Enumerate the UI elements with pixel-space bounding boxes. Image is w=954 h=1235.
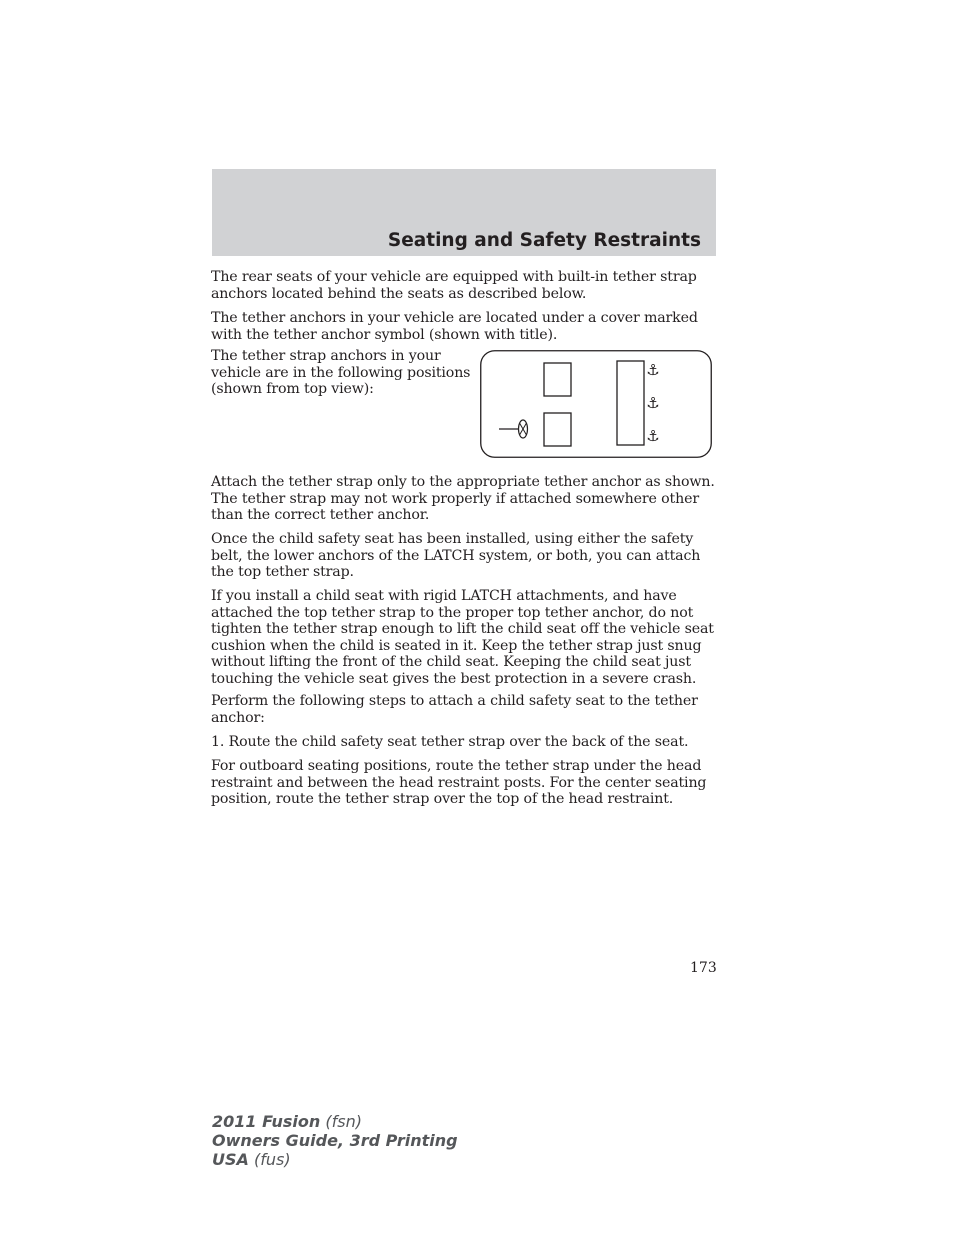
vehicle-outline [481, 351, 712, 458]
footer-model: 2011 Fusion [212, 1112, 321, 1131]
paragraph-built-in-anchors: The rear seats of your vehicle are equipped with built-in tether strap anchors located behind the seats as described below. [211, 269, 697, 302]
paragraph-anchor-cover: The tether anchors in your vehicle are located under a cover marked with the tether anchor symbol (shown with title). [211, 310, 698, 343]
footer-publication-info [212, 1112, 458, 1169]
front-passenger-seat [544, 363, 571, 396]
paragraph-rigid-latch: If you install a child seat with rigid LATCH attachments, and have attached the top tether strap to the proper top tether anchor, do not tighten the tether strap enough to lift the child seat off the vehicle seat cushion when the child is seated in it. Keep the tether strap just snug without lifting the front of the child seat. Keeping the child seat just touching the vehicle seat gives the best protection in a severe crash. [211, 588, 714, 687]
footer-market-code: (fus) [248, 1150, 291, 1169]
section-title: Seating and Safety Restraints [387, 230, 701, 251]
paragraph-perform-steps: Perform the following steps to attach a child safety seat to the tether anchor: [211, 693, 698, 726]
paragraph-once-installed: Once the child safety seat has been installed, using either the safety belt, the lower anchors of the LATCH system, or both, you can attach the top tether strap. [211, 531, 701, 580]
rear-bench-seat [617, 361, 644, 445]
footer-market: USA [212, 1150, 249, 1169]
anchor-icon: ⚓ [646, 394, 660, 412]
anchor-icon: ⚓ [646, 361, 660, 379]
steering-wheel-icon [499, 420, 528, 438]
paragraph-outboard-center: For outboard seating positions, route the tether strap under the head restraint and between the head restraint posts. For the center seating position, route the tether strap over the top of the head restraint. [211, 758, 707, 807]
driver-seat [544, 413, 571, 446]
footer-guide-edition: Owners Guide, 3rd Printing [212, 1131, 458, 1150]
paragraph-attach-correct-anchor: Attach the tether strap only to the appropriate tether anchor as shown. The tether strap may not work properly if attached somewhere other than the correct tether anchor. [211, 474, 715, 523]
page-number: 173 [690, 960, 717, 976]
section-header-band [212, 169, 716, 256]
step-1: 1. Route the child safety seat tether strap over the back of the seat. [211, 734, 689, 750]
anchor-icon: ⚓ [646, 427, 660, 445]
paragraph-anchor-positions: The tether strap anchors in your vehicle are in the following positions (shown from top view): [211, 348, 471, 397]
tether-anchor-diagram [480, 350, 712, 458]
footer-model-code: (fsn) [320, 1112, 362, 1131]
